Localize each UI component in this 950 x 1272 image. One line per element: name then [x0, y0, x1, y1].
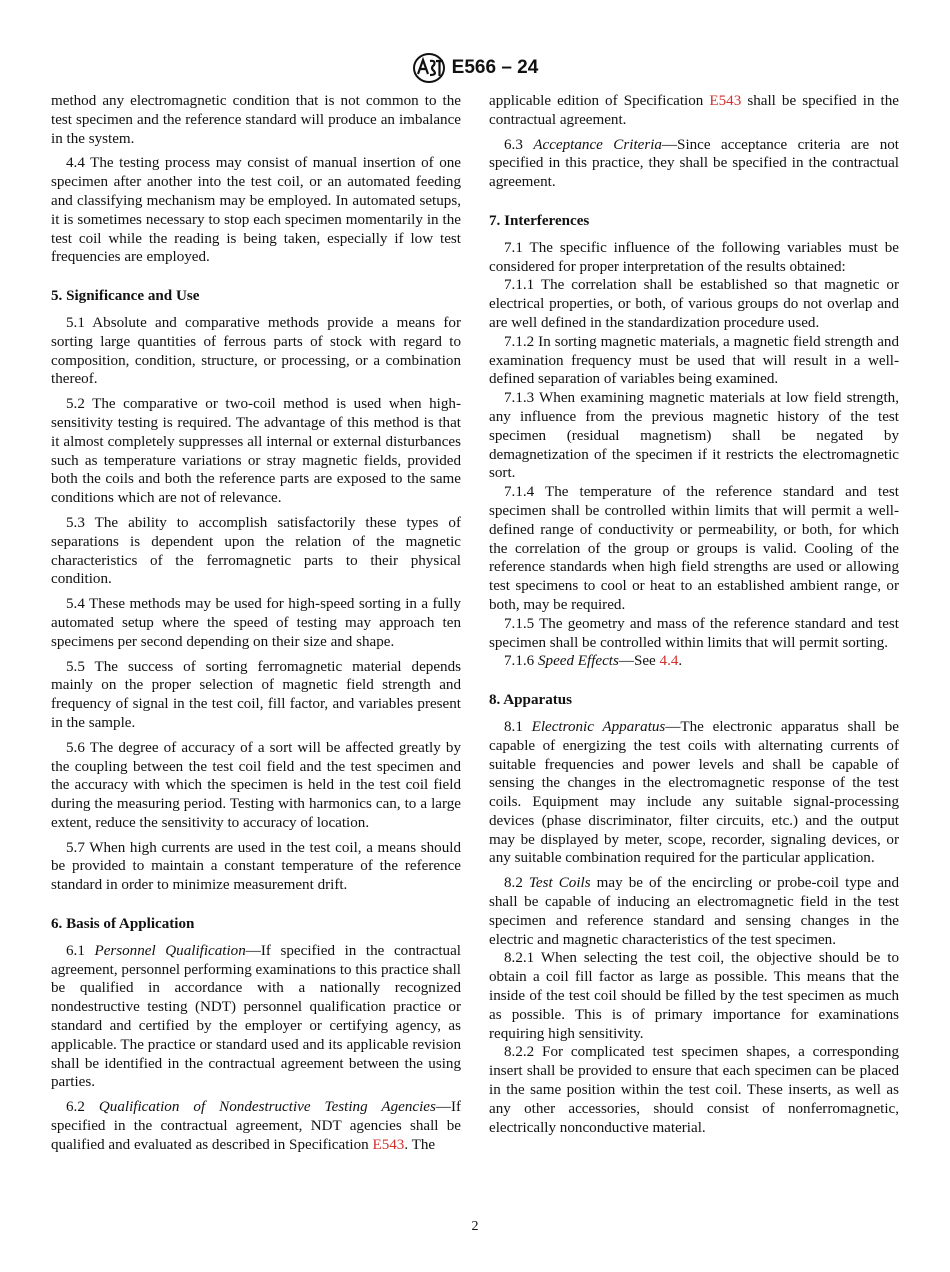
section-heading-5: 5. Significance and Use	[51, 288, 200, 305]
paragraph-7-1-4: 7.1.4 The temperature of the reference standard and test specimen shall be controlled within limits that will permit a well-defined range of conductivity or permeability, or both, for which the correlation of the group or groups is valid. Cooling of the reference standards when high field strengths are used or allowing test specimens to cool or heat to an established ambient range, or both, may be required.	[489, 484, 899, 613]
paragraph-6-1: 6.1 Personnel Qualification—If specified in the contractual agreement, personnel performing examinations to this practice shall be qualified in accordance with a nationally recognized nondestructive testing (NDT) personnel qualification practice or standard and certified by the employer or certifying agency, as applicable. The practice or standard used and its applicable revision shall be identified in the contractual agreement between the using parties.	[51, 942, 461, 1091]
page-header	[0, 52, 950, 84]
paragraph-4-4: 4.4 The testing process may consist of manual insertion of one specimen after another into the test coil, or an automated feeding and classifying mechanism may be employed. In automated setups, it is sometimes necessary to stop each specimen momentarily in the test coil while the reading is being taken, especially if low test frequencies are employed.	[51, 155, 461, 266]
paragraph-7-1-3: 7.1.3 When examining magnetic materials at low field strength, any influence from the previous magnetic history of the test specimen (residual magnetism) shall be negated by demagnetization of the specimen if it restricts the electromagnetic sort.	[489, 390, 899, 482]
section-heading-8: 8. Apparatus	[489, 692, 573, 709]
astm-logo-icon	[412, 52, 446, 84]
link-e543-right[interactable]: E543	[709, 93, 742, 109]
paragraph-7-1-5: 7.1.5 The geometry and mass of the reference standard and test specimen shall be controlled within limits that will permit sorting.	[489, 615, 899, 651]
paragraph-8-2: 8.2 Test Coils may be of the encircling or probe-coil type and shall be capable of inducing an electromagnetic field in the test specimen and reference standard and sensing changes in the electric and magnetic characteristics of the test specimen.	[489, 875, 899, 948]
term-acceptance-criteria: Acceptance Criteria	[533, 136, 662, 153]
paragraph-continued-right: applicable edition of Specification E543 shall be specified in the contractual agreement.	[489, 93, 900, 128]
link-e543[interactable]: E543	[372, 1136, 405, 1153]
paragraph-8-2-1: 8.2.1 When selecting the test coil, the objective should be to obtain a coil fill factor as large as possible. This means that the inside of the test coil should be filled by the test specimen as much as possible. This is of primary importance for examinations requiring high sensitivity.	[489, 950, 899, 1042]
paragraph-5-4: 5.4 These methods may be used for high-speed sorting in a fully automated setup where the speed of testing may approach ten specimens per second depending on their size and shape.	[51, 596, 461, 650]
term-electronic-apparatus: Electronic Apparatus	[531, 718, 666, 735]
term-qualification-ndt-agencies: Qualification of Nondestructive Testing Agencies	[98, 1099, 436, 1116]
section-heading-7: 7. Interferences	[489, 212, 590, 229]
paragraph-continued: method any electromagnetic condition that is not common to the test specimen and the reference standard will produce an imbalance in the system.	[51, 93, 461, 147]
paragraph-5-5: 5.5 The success of sorting ferromagnetic material depends mainly on the proper selection of magnetic field strength and frequency of signal in the test coil, fill factor, and variables present in the sample.	[51, 658, 461, 731]
paragraph-7-1: 7.1 The specific influence of the following variables must be considered for proper interpretation of the results obtained:	[489, 239, 899, 275]
right-column	[489, 92, 899, 1137]
paragraph-8-1: 8.1 Electronic Apparatus—The electronic apparatus shall be capable of energizing the test coils with alternating currents of suitable frequencies and power levels and shall be capable of sensing the changes in the electromagnetic response of the test coils. Equipment may include any suitable signal-processing devices (phase discriminator, filter circuits, etc.) and the output may be displayed by meter, scope, recorder, signaling devices, or any suitable combination required for the particular application.	[489, 718, 899, 867]
paragraph-7-1-2: 7.1.2 In sorting magnetic materials, a magnetic field strength and examination frequency must be used that will result in a well-defined separation of variables being examined.	[489, 333, 899, 388]
document-designation: E566 – 24	[451, 57, 539, 78]
paragraph-7-1-6: 7.1.6 Speed Effects—See 4.4.	[504, 653, 683, 670]
page-number: 2	[471, 1219, 479, 1234]
paragraph-6-2: 6.2 Qualification of Nondestructive Testing Agencies—If specified in the contractual agreement, NDT agencies shall be qualified and evaluated as described in Specification E543. The	[51, 1099, 462, 1153]
paragraph-5-7: 5.7 When high currents are used in the test coil, a means should be provided to maintain a constant temperature of the reference standard in order to minimize measurement drift.	[51, 839, 461, 894]
paragraph-5-2: 5.2 The comparative or two-coil method is used when high-sensitivity testing is required. The advantage of this method is that it almost completely suppresses all internal or external disturbances such as temperature variations or stray magnetic fields, provided both the coils and both the reference parts are exposed to the same conditions which are not of relevance.	[51, 396, 461, 507]
term-personnel-qualification: Personnel Qualification	[94, 942, 246, 959]
paragraph-5-3: 5.3 The ability to accomplish satisfactorily these types of separations is dependent upon the relation of the magnetic characteristics of the ferromagnetic parts to their physical condition.	[51, 514, 461, 588]
link-section-4-4[interactable]: 4.4	[659, 653, 679, 670]
paragraph-5-6: 5.6 The degree of accuracy of a sort will be affected greatly by the coupling between the test coil field and the test specimen and the accuracy with which the specimen is held in the test coil field during the measuring period. Testing with harmonics can, to a large extent, reduce the sensitivity to accuracy of location.	[51, 739, 461, 831]
left-column	[51, 92, 461, 1155]
term-test-coils: Test Coils	[528, 875, 591, 892]
term-speed-effects: Speed Effects	[537, 653, 619, 670]
paragraph-8-2-2: 8.2.2 For complicated test specimen shapes, a corresponding insert shall be provided to ensure that each specimen can be placed in the same position within the test coil. These inserts, as well as any other accessories, should consist of nonferromagnetic, electrically nonconductive material.	[489, 1044, 899, 1136]
paragraph-6-3: 6.3 Acceptance Criteria—Since acceptance criteria are not specified in this practice, they shall be specified in the contractual agreement.	[489, 136, 899, 191]
paragraph-7-1-1: 7.1.1 The correlation shall be established so that magnetic or electrical properties, or both, of various groups do not overlap and are well defined in the standardization procedure used.	[489, 277, 899, 331]
paragraph-5-1: 5.1 Absolute and comparative methods provide a means for sorting large quantities of ferrous parts of stock with regard to composition, condition, structure, or processing, or a combination thereof.	[51, 314, 461, 388]
section-heading-6: 6. Basis of Application	[51, 916, 195, 933]
